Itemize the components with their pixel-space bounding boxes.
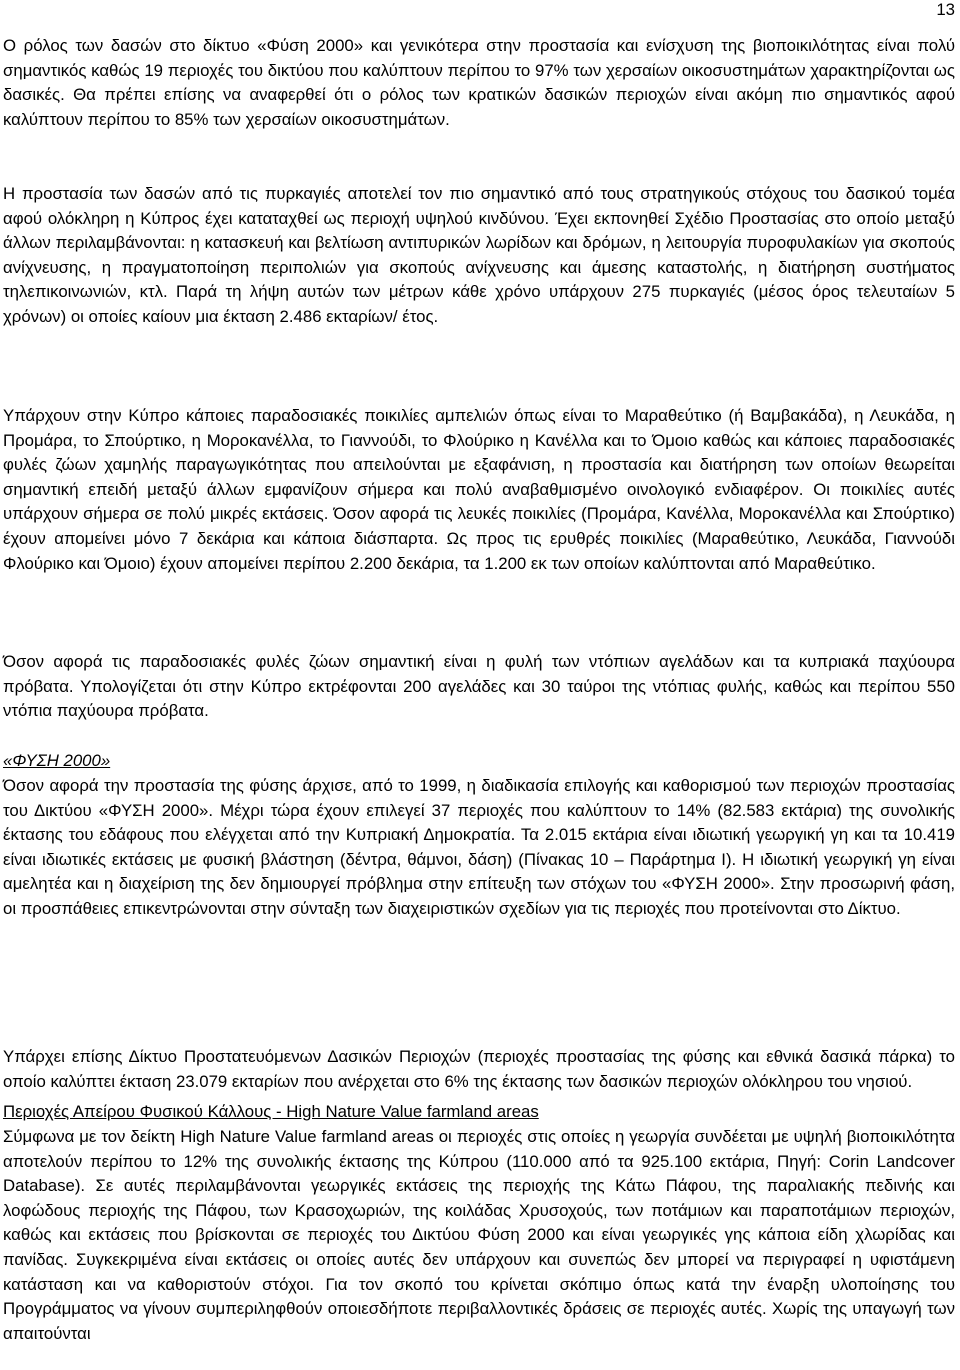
page-number: 13 xyxy=(936,0,955,19)
paragraph-grape-varieties: Υπάρχουν στην Κύπρο κάποιες παραδοσιακές ποικιλίες αμπελιών όπως είναι το Μαραθεύτικο (ή Βαμβακάδα), η Λευκάδα, η Προμάρα, το Σπούρτικο, η Μοροκανέλλα, το Γιαννούδι, το Φλούρικο η Κανέλλα και το Όμοιο καθώς και κάποιες παραδοσιακές φυλές ζώων χαμηλής παραγωγικότητας που απειλούνται με εξαφάνιση, η προστασία και διατήρηση των οποίων θεωρείται σημαντική επειδή μεταξύ άλλων εμφανίζουν σήμερα και πολύ αναβαθμισμένο οινολογικό ενδιαφέρον. Οι ποικιλίες αυτές υπάρχουν σήμερα σε πολύ μικρές εκτάσεις. Όσον αφορά τις λευκές ποικιλίες (Προμάρα, Κανέλλα, Μοροκανέλλα και Σπούρτικο) έχουν απομείνει μόνο 7 δεκάρια και κάποια διάσπαρτα. Ως προς τις ερυθρές ποικιλίες (Μαραθεύτικο, Λευκάδα, Γιαννούδι Φλούρικο και Όμοιο) έχουν απομείνει περίπου 2.200 δεκάρια, τα 1.200 εκ των οποίων καλύπτονται από Μαραθεύτικο. xyxy=(3,406,955,573)
paragraph-natura-forests: Ο ρόλος των δασών στο δίκτυο «Φύση 2000» και γενικότερα στην προστασία και ενίσχυση της βιοποικιλότητας είναι πολύ σημαντικός καθώς 19 περιοχές του δικτύου που καλύπτουν περίπου το 97% των χερσαίων οικοσυστημάτων χαρακτηρίζονται ως δασικές. Θα πρέπει επίσης να αναφερθεί ότι ο ρόλος των κρατικών δασικών περιοχών είναι ακόμη πιο σημαντικός αφού καλύπτουν περίπου το 85% των χερσαίων οικοσυστημάτων. xyxy=(3,36,955,129)
paragraph-natura-network: Όσον αφορά την προστασία της φύσης άρχισε, από το 1999, η διαδικασία επιλογής και καθορισμού των περιοχών προστασίας του Δικτύου «ΦΥΣΗ 2000». Μέχρι τώρα έχουν επιλεγεί 37 περιοχές που καλύπτουν το 14% (82.583 εκτάρια) της συνολικής έκτασης του εδάφους που ελέγχεται από την Κυπριακή Δημοκρατία. Τα 2.015 εκτάρια είναι ιδιωτική γεωργική γη και τα 10.419 είναι ιδιωτικές εκτάσεις με φυσική βλάστηση (δέντρα, θάμνοι, δάση) (Πίνακας 10 – Παράρτημα Ι). Η ιδιωτική γεωργική γη είναι αμελητέα και η διαχείριση της δεν δημιουργεί πρόβλημα στην επίτευξη των στόχων του «ΦΥΣΗ 2000». Στην προσωρινή φάση, οι προσπάθειες επικεντρώνονται στην σύνταξη των διαχειριστικών σχεδίων για τις περιοχές που προτείνονται στο Δίκτυο. xyxy=(3,776,955,918)
paragraph-hnv-farmland: Σύμφωνα με τον δείκτη High Nature Value farmland areas οι περιοχές στις οποίες η γεωργία συνδέεται με υψηλή βιοποικιλότητα αποτελούν περίπου το 12% της συνολικής έκτασης της Κύπρου (110.000 από τα 925.100 εκτάρια, Πηγή: Corin Landcover Database). Σε αυτές περιλαμβάνονται γεωργικές εκτάσεις της περιοχής της Κάτω Πάφου, της παραλιακής πεδινής και λοφώδους περιοχής της Πάφου, των Κρασοχωριών, της κοιλάδας Χρυσοχούς, των ποτάμιων και παραποτάμιων περιοχών, καθώς και εκτάσεις που βρίσκονται σε περιοχές του Δικτύου Φύση 2000 και είναι γεωργικές γης κάποια είδη χλωρίδας και πανίδας. Συγκεκριμένα είναι εκτάσεις οι οποίες αυτές δεν υπάρχουν και συνεπώς δεν μπορεί να περιγραφεί η υφιστάμενη κατάσταση και να καθοριστούν στόχοι. Για τον σκοπό του κρίνεται σκόπιμο όπως κατά την έναρξη υλοποίησης του Προγράμματος να γίνουν συμπεριληφθούν οποιεσδήποτε περιβαλλοντικές δράσεις σε περιοχές αυτές. Χωρίς της υπαγωγή των απαιτούνται xyxy=(3,1127,955,1343)
section-heading-natura-2000: «ΦΥΣΗ 2000» xyxy=(3,751,111,770)
paragraph-animal-breeds: Όσον αφορά τις παραδοσιακές φυλές ζώων σημαντική είναι η φυλή των ντόπιων αγελάδων και τα κυπριακά παχύουρα πρόβατα. Υπολογίζεται ότι στην Κύπρο εκτρέφονται 200 αγελάδες και 30 ταύροι της ντόπιας φυλής, καθώς και περίπου 550 ντόπια παχύουρα πρόβατα. xyxy=(3,652,955,721)
section-heading-hnv-farmland: Περιοχές Απείρου Φυσικού Κάλλους - High Nature Value farmland areas xyxy=(3,1102,539,1121)
paragraph-fire-protection: Η προστασία των δασών από τις πυρκαγιές αποτελεί τον πιο σημαντικό από τους στρατηγικούς στόχους του δασικού τομέα αφού ολόκληρη η Κύπρος έχει καταταχθεί ως περιοχή υψηλού κινδύνου. Έχει εκπονηθεί Σχέδιο Προστασίας στο οποίο μεταξύ άλλων περιλαμβάνονται: η κατασκευή και βελτίωση αντιπυρικών λωρίδων και δρόμων, η λειτουργία πυροφυλακίων για σκοπούς ανίχνευσης, η πραγματοποίηση περιπολιών για σκοπούς ανίχνευσης και άμεσης καταστολής, η διατήρηση συστήματος τηλεπικοινωνιών, κτλ. Παρά τη λήψη αυτών των μέτρων κάθε χρόνο υπάρχουν 275 πυρκαγιές (μέσος όρος τελευταίων 5 χρόνων) οι οποίες καίουν μια έκταση 2.486 εκταρίων/ έτος. xyxy=(3,184,955,326)
paragraph-protected-forest-network: Υπάρχει επίσης Δίκτυο Προστατευόμενων Δασικών Περιοχών (περιοχές προστασίας της φύσης και εθνικά δασικά πάρκα) το οποίο καλύπτει έκταση 23.079 εκταρίων που ανέρχεται στο 6% της έκτασης των δασικών περιοχών ολόκληρου του νησιού. xyxy=(3,1047,955,1091)
